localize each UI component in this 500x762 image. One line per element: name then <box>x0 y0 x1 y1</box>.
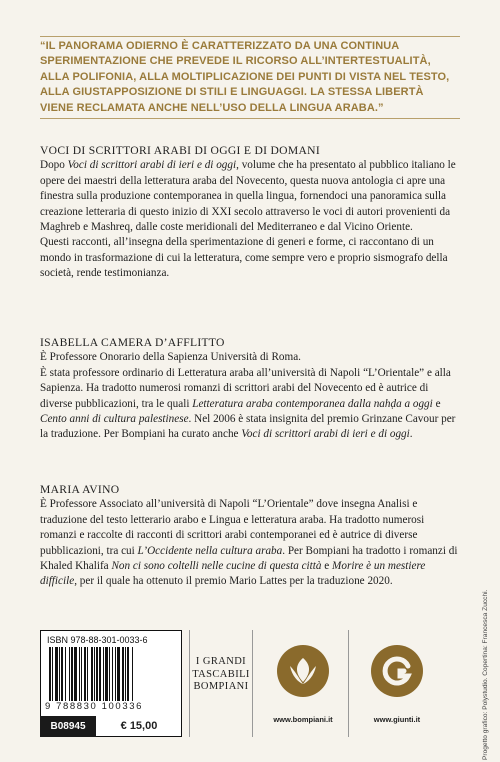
isbn-label: ISBN 978-88-301-0033-6 <box>47 635 148 645</box>
publisher-bompiani <box>258 630 349 737</box>
barcode-bar <box>94 647 95 701</box>
barcode-bar <box>115 647 116 701</box>
barcode-bar <box>132 647 133 701</box>
giunti-url: www.giunti.it <box>373 715 421 724</box>
bompiani-logo-icon <box>276 644 330 698</box>
book-paragraph-1: Dopo Voci di scrittori arabi di ieri e di oggi, volume che ha presentato al pubblico italiano le opere dei maestri della letteratura araba del Novecento, questa nuova antologia ci apre una finestra sulla produzione contemporanea in quella lingua, fornendoci una panoramica sulla creazione letteraria di questo inizio di XXI secolo attraverso le voci di autori provenienti da Maghreb e Mashreq, dalle coste meridionali del Mediterraneo e dal Vicino Oriente. <box>40 159 456 234</box>
author1-line-1: È Professore Onorario della Sapienza Università di Roma. <box>40 351 301 364</box>
barcode-bar <box>87 647 88 701</box>
barcode-bar <box>109 647 110 701</box>
barcode-bar <box>103 647 104 701</box>
book-heading: VOCI DI SCRITTORI ARABI DI OGGI E DI DOMANI <box>40 144 320 157</box>
barcode-bar <box>49 647 51 701</box>
barcode-bar <box>71 647 73 701</box>
giunti-logo-icon <box>370 644 424 698</box>
barcode-bar <box>65 647 66 701</box>
barcode-bar <box>91 647 93 701</box>
author2-text: È Professore Associato all’università di Napoli “L’Orientale” dove insegna Analisi e traduzione del testo letterario arabo e Lingua e letteratura araba. Ha tradotto numerosi romanzi e raccolte di racconti di scrittori arabi contemporanei ed è autrice di diverse pubblicazioni, tra cui L’Occidente nella cultura araba. Per Bompiani ha tradotto i romanzi di Khaled Khalifa Non ci sono coltelli nelle cucine di questa città e Morire è un mestiere difficile, per il quale ha ottenuto il premio Mario Lattes per la traduzione 2020. <box>40 498 458 588</box>
barcode-bar <box>127 647 129 701</box>
barcode-bar <box>125 647 126 701</box>
price: € 15,00 <box>120 720 158 732</box>
barcode-bar <box>105 647 108 701</box>
pull-quote: “IL PANORAMA ODIERNO È CARATTERIZZATO DA UNA CONTINUA SPERIMENTAZIONE CHE PREVEDE IL RICORSO ALL’INTERTESTUALITÀ, ALLA POLIFONIA, ALLA MOLTIPLICAZIONE DEI PUNTI DI VISTA NEL TESTO, ALLA GIUSTAPPOSIZIONE DI STILI E LINGUAGGI. LA STESSA LIBERTÀ VIENE RECLAMATA ANCHE NELL’USO DELLA LINGUA ARABA.” <box>40 36 460 119</box>
barcode-bar <box>122 647 124 701</box>
author1-bio <box>40 335 460 443</box>
barcode-bar <box>55 647 58 701</box>
barcode-bar <box>99 647 101 701</box>
barcode-bar <box>81 647 82 701</box>
bompiani-url: www.bompiani.it <box>273 715 333 724</box>
barcode-bar <box>59 647 60 701</box>
barcode <box>47 647 175 701</box>
book-paragraph-2: Questi racconti, all’insegna della sperimentazione di generi e forme, ci raccontano di un mondo in trasformazione di cui la letteratura, come sempre vero e proprio sismografo della società, rende testimonianza. <box>40 236 448 280</box>
author1-line-2: È stata professore ordinario di Letteratura araba all’università di Napoli “L’Orientale” e alla Sapienza. Ha tradotto numerosi romanzi di scrittori arabi del Novecento ed è autrice di diverse pubblicazioni, tra le quali Letteratura araba contemporanea dalla nahḍa a oggi e Cento anni di cultura palestinese. Nel 2006 è stata insignita del premio Grinzane Cavour per la traduzione. Per Bompiani ha curato anche Voci di scrittori arabi di ieri e di oggi. <box>40 366 456 441</box>
barcode-bar <box>61 647 63 701</box>
product-code: B08945 <box>40 716 96 737</box>
barcode-bar <box>79 647 80 701</box>
barcode-bar <box>84 647 86 701</box>
author2-bio <box>40 482 460 590</box>
author1-name: ISABELLA CAMERA D’AFFLITTO <box>40 336 225 349</box>
barcode-bar <box>112 647 113 701</box>
barcode-bar <box>96 647 98 701</box>
book-title-ref: Voci di scrittori arabi di ieri e di oggi <box>67 159 237 172</box>
barcode-bar <box>74 647 77 701</box>
book-description <box>40 143 460 282</box>
design-credits: Progetto grafico: Polystudio. Copertina: Francesca Zucchi. <box>482 589 489 760</box>
barcode-bar <box>117 647 120 701</box>
series-label: I GRANDI TASCABILI BOMPIANI <box>189 630 253 737</box>
barcode-bar <box>52 647 53 701</box>
publisher-giunti <box>352 630 442 737</box>
barcode-bar <box>69 647 70 701</box>
barcode-digits: 9 788830 100336 <box>45 701 143 712</box>
footer <box>40 630 470 740</box>
author2-name: MARIA AVINO <box>40 483 120 496</box>
